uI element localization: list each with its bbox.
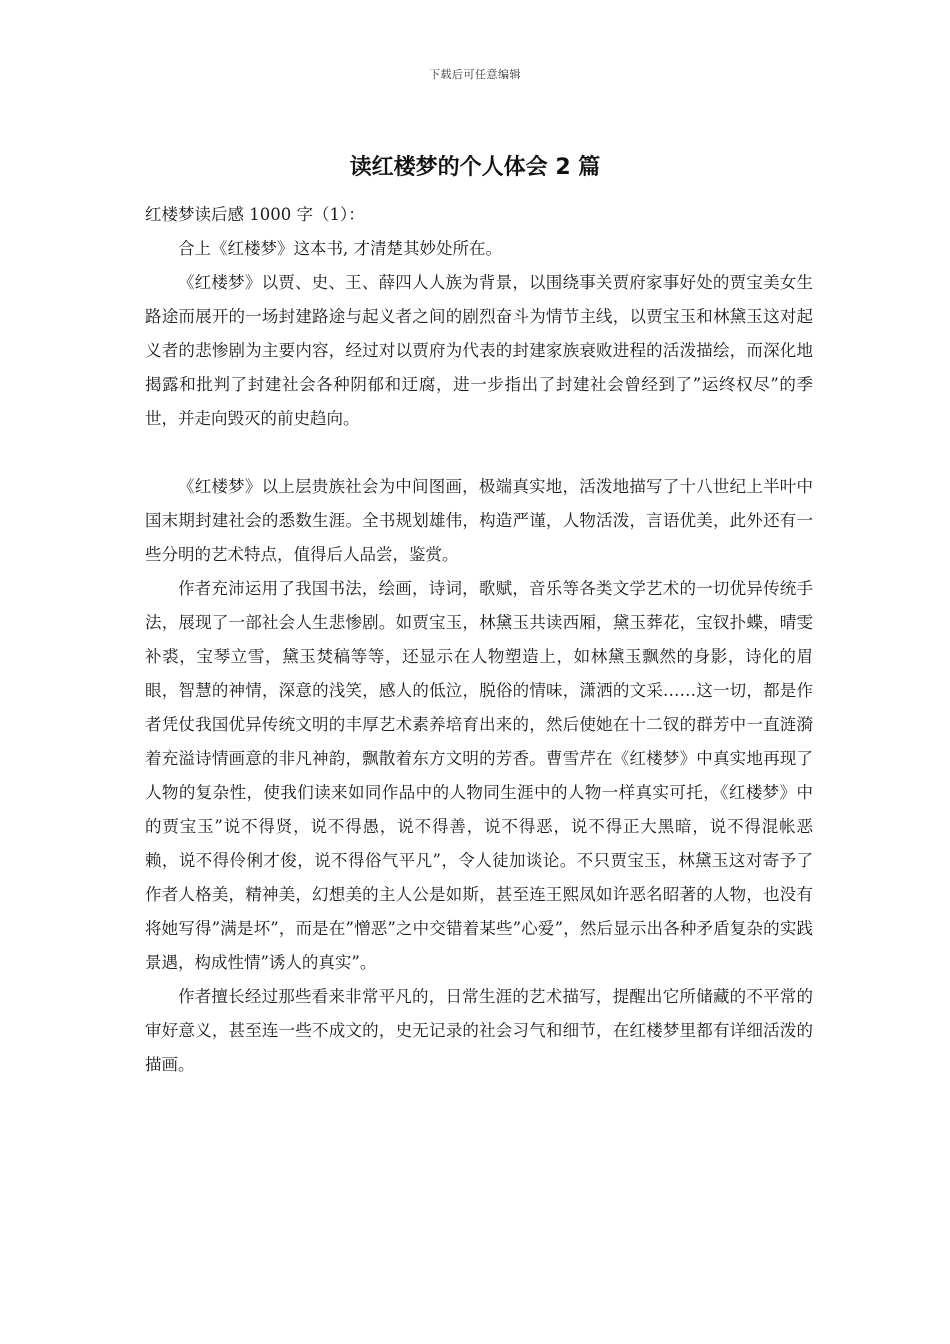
paragraph-3: 《红楼梦》以上层贵族社会为中间图画，极端真实地，活泼地描写了十八世纪上半叶中国末期封建社会的悉数生涯。全书规划雄伟，构造严谨，人物活泼，言语优美，此外还有一些分明的艺术特点，值得后人品尝，鉴赏。 bbox=[145, 477, 813, 564]
paragraph-4: 作者充沛运用了我国书法，绘画，诗词，歌赋，音乐等各类文学艺术的一切优异传统手法，展现了一部社会人生悲惨剧。如贾宝玉，林黛玉共读西厢，黛玉葬花，宝钗扑蝶，晴雯补裘，宝琴立雪，黛玉焚稿等等，还显示在人物塑造上，如林黛玉飘然的身影，诗化的眉眼，智慧的神情，深意的浅笑，感人的低泣，脱俗的情味，潇洒的文采……这一切，都是作者凭仗我国优异传统文明的丰厚艺术素养培育出来的，然后使她在十二钗的群芳中一直涟漪着充溢诗情画意的非凡神韵，飘散着东方文明的芳香。曹雪芹在《红楼梦》中真实地再现了人物的复杂性，使我们读来如同作品中的人物同生涯中的人物一样真实可托，《红楼梦》中的贾宝玉”说不得贤，说不得愚，说不得善，说不得恶，说不得正大黑暗，说不得混帐恶赖，说不得伶俐才俊，说不得俗气平凡”，令人徒加谈论。不只贾宝玉，林黛玉这对寄予了作者人格美，精神美，幻想美的主人公是如斯，甚至连王熙凤如许恶名昭著的人物，也没有将她写得”满是坏”，而是在”憎恶”之中交错着某些”心爱”，然后显示出各种矛盾复杂的实践景遇，构成性情”诱人的真实”。 bbox=[145, 579, 813, 972]
header-note: 下载后可任意编辑 bbox=[429, 68, 521, 81]
paragraph-spacer bbox=[145, 436, 813, 470]
section-subtitle: 红楼梦读后感 1000 字（1）： bbox=[145, 205, 365, 224]
document-body bbox=[145, 198, 813, 1082]
paragraph-5: 作者擅长经过那些看来非常平凡的，日常生涯的艺术描写，提醒出它所储藏的不平常的审好意义，甚至连一些不成文的，史无记录的社会习气和细节，在红楼梦里都有详细活泼的描画。 bbox=[145, 987, 813, 1074]
paragraph-2: 《红楼梦》以贾、史、王、薛四人人族为背景，以围绕事关贾府家事好处的贾宝美女生路途而展开的一场封建路途与起义者之间的剧烈奋斗为情节主线，以贾宝玉和林黛玉这对起义者的悲惨剧为主要内容，经过对以贾府为代表的封建家族衰败进程的活泼描绘，而深化地揭露和批判了封建社会各种阴郁和迂腐，进一步指出了封建社会曾经到了”运终权尽”的季世，并走向毁灭的前史趋向。 bbox=[145, 273, 813, 428]
paragraph-1: 合上《红楼梦》这本书, 才清楚其妙处所在。 bbox=[178, 239, 502, 258]
document-title: 读红楼梦的个人体会 2 篇 bbox=[349, 155, 601, 180]
